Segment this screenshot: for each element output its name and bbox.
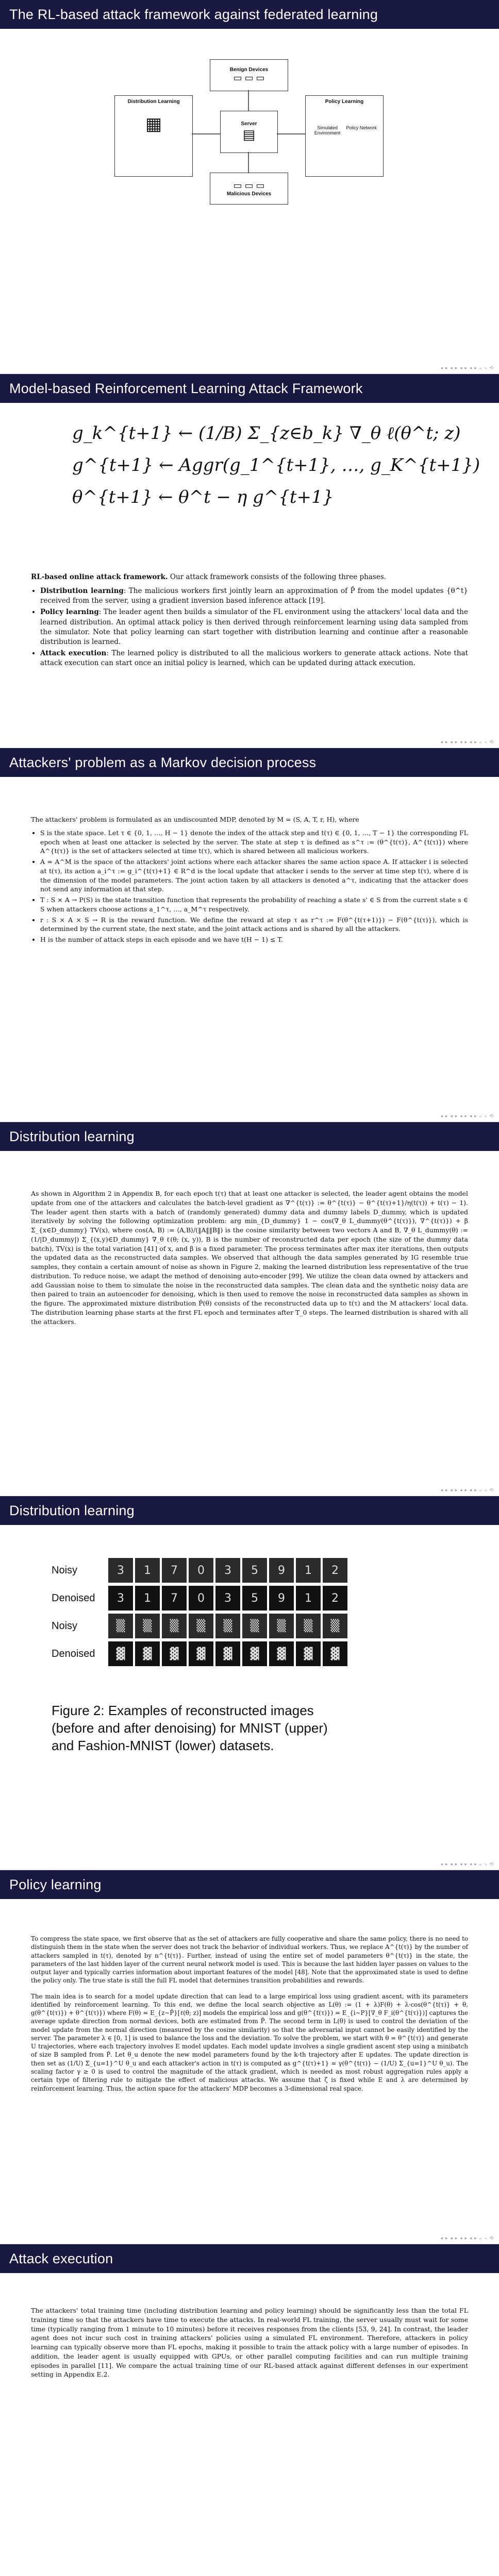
image-cell: ▓ <box>135 1641 160 1666</box>
image-cell: 7 <box>162 1558 187 1583</box>
list-item: • S is the state space. Let τ ∈ {0, 1, …, H − 1} denote the index of the attack step and t(τ) ∈ {0, 1, …, T − 1} the corresponding FL epoch when at least one attacker is selected by the server. The state at step τ is defined as s^τ := (θ^{t(τ)}, A^{t(τ)}) where A^{t(τ)} is the set of attackers selected at time t(τ), which is shared between all malicious workers. <box>40 828 468 856</box>
slide-title: Attackers' problem as a Markov decision process <box>9 754 317 770</box>
image-cell: ▒ <box>108 1614 133 1638</box>
devices-icons: ▭ ▭ ▭ <box>233 73 265 83</box>
image-cell: 9 <box>269 1558 294 1583</box>
update-equations <box>72 423 480 507</box>
list-item: • T : S × A → P(S) is the state transition function that represents the probability of reaching a state s' ∈ S from the current state s ∈ S when attackers choose actions a_1^τ, …, a_M^τ respectively. <box>40 895 468 914</box>
image-cell: 2 <box>323 1558 347 1583</box>
phase-title: Policy learning <box>40 608 99 617</box>
image-cell: ▓ <box>323 1641 347 1666</box>
body-paragraph: The attackers' total training time (including distribution learning and policy learning) should be significantly less than the total FL training time so that the attackers have time to execute the attacks. In real-world FL training, the server usually must wait for some time (typically ranging from 1 minute to 10 minutes) before it receives responses from the clients [53, 9, 24]. In contrast, the leader agent does not incur such cost in training attackers' policies using a simulated FL environment. Therefore, attackers in policy learning can typically observe more than FL epochs, making it possible to train the attack policy with a large number of episodes. In addition, the leader agent is usually equipped with GPUs, or other parallel computing facilities and can run multiple training episodes in parallel [11]. We compare the actual training time of our RL-based attack against different defenses in our experiment setting in Appendix E.2. <box>31 2307 468 2379</box>
image-cell: ▓ <box>162 1641 187 1666</box>
grid-row-denoised-mnist <box>52 1586 350 1611</box>
malicious-devices-label: Malicious Devices <box>226 191 272 197</box>
image-cell: 3 <box>108 1558 133 1583</box>
body-paragraph: As shown in Algorithm 2 in Appendix B, for each epoch t(τ) that at least one attacker is selected, the leader agent obtains the model update from one of the attackers and calculates the batch-level gradient as ∇^{t(τ)} := θ^{t(τ)} − θ^{t(τ)+1}/η(t(τ)) + t(τ) − 1). The leader agent then starts with a batch of (randomly generated) dummy data and dummy labels D_dummy, which is updated iteratively by solving the following optimization problem: arg min_{D_dummy} 1 − cos(∇_θ L_dummy(θ^{t(τ)}), ∇^{t(τ)}) + β Σ_{x∈D_dummy} TV(x), where cos(A, B) := ⟨A,B⟩/(‖A‖‖B‖) is the cosine similarity between two vectors A and B, ∇_θ L_dummy(θ) := (1/|D_dummy|) Σ_{(x,y)∈D_dummy} ∇_θ ℓ(θ; (x, y)), B is the number of reconstructed data per epoch (the size of the dummy data batch), TV(x) is the total variation [41] of x, and β is a fixed parameter. The process terminates after max iter iterations, then outputs the updated data as the reconstructed data samples. We observed that although the data samples generated by IG resemble true samples, they contain a certain amount of noise as shown in Figure 2, making the learned distribution less representative of the true distribution. To reduce noise, we adapt the method of denoising auto-encoder [99]. We utilize the clean data owned by attackers and add Gaussian noise to them to simulate the noise in the reconstructed data samples. The clean data and the synthetic noisy data are then paired to train an autoencoder for denoising, which is then used to remove the noise in reconstructed data samples as shown in the figure. The approximated mixture distribution P̂(θ) consists of the reconstructed data up to t(τ) and the M attackers' local data. The distribution learning phase starts at the first FL epoch and terminates after T_0 steps. The learned distribution is shared with all the attackers. <box>31 1190 468 1326</box>
image-cell: ▒ <box>215 1614 240 1638</box>
phase-title: Distribution learning <box>40 587 124 596</box>
slide-title: Attack execution <box>9 2250 113 2266</box>
nav-ticker[interactable]: ◂ ▸ ◂ ▸ ◂ ▸ ◂ ▸ ⤶ ⤷ ⟲ <box>440 1488 494 1493</box>
distribution-learning-label: Distribution Learning <box>127 99 180 105</box>
image-cell: 0 <box>189 1558 213 1583</box>
image-cell: 1 <box>135 1558 160 1583</box>
image-cell: 2 <box>323 1586 347 1611</box>
phase-text: : The malicious workers first jointly learn an approximation of P̂ from the model updates {θ^t} received from the server, using a gradient inversion based inference attack [19]. <box>40 587 468 605</box>
image-cell: 7 <box>162 1586 187 1611</box>
policy-learning-label: Policy Learning <box>325 99 364 105</box>
framework-diagram <box>114 59 382 214</box>
slide-title-bar <box>0 0 499 29</box>
image-cell: ▓ <box>215 1641 240 1666</box>
image-cell: ▓ <box>269 1641 294 1666</box>
equation-aggregation: g^{t+1} ← Aggr(g_1^{t+1}, …, g_K^{t+1}) <box>72 455 480 476</box>
reconstruction-grid <box>52 1558 350 1669</box>
list-item <box>40 649 468 668</box>
distribution-learning-description <box>31 1189 468 1330</box>
slide-title: The RL-based attack framework against federated learning <box>9 6 378 22</box>
equation-model-update: θ^{t+1} ← θ^t − η g^{t+1} <box>72 487 334 507</box>
slide-title: Policy learning <box>9 1876 102 1892</box>
image-cell: ▓ <box>296 1641 321 1666</box>
benign-devices-label: Benign Devices <box>229 67 269 73</box>
slide-title: Model-based Reinforcement Learning Attack Framework <box>9 380 363 396</box>
mdp-description <box>31 815 468 946</box>
slide-framework <box>0 0 499 374</box>
phase-text: : The leader agent then builds a simulator of the FL environment using the attackers' local data and the learned distribution. An optimal attack policy is then derived through reinforcement learning using data sampled from the simulator. Note that policy learning can start together with distribution learning and continue after a reasonable distribution is learned. <box>40 608 468 646</box>
simulated-environment-label: Simulated Environment <box>314 125 341 135</box>
grid-row-noisy-mnist <box>52 1558 350 1583</box>
image-cell: ▒ <box>269 1614 294 1638</box>
slide-title-bar <box>0 2244 499 2273</box>
image-cell: ▒ <box>162 1614 187 1638</box>
slide-title-bar <box>0 748 499 777</box>
row-label: Denoised <box>52 1592 95 1604</box>
image-cell: 3 <box>215 1558 240 1583</box>
server-box <box>220 111 278 153</box>
row-label: Noisy <box>52 1620 78 1632</box>
body-paragraph: To compress the state space, we first observe that as the set of attackers are fully cooperative and share the same policy, there is no need to distinguish them in the state when the server does not track the behavior of individual workers. Thus, we replace A^{t(τ)} by the number of attackers sampled in t(τ), denoted by n^{t(τ)}. Further, instead of using the entire set of model parameters θ^{t(τ)} in the state, the parameters of the last hidden layer of the current neural network model is used. This is because the last hidden layer passes on values to the output layer and typically carries information about important features of the model [48]. Note that the approximated state is used to define the policy only. The true state is still the full FL model that determines transition probabilities and rewards. <box>31 1935 468 1985</box>
malicious-devices-icons: ▭ ▭ ▭ <box>233 180 265 191</box>
nav-ticker[interactable]: ◂ ▸ ◂ ▸ ◂ ▸ ◂ ▸ ⤶ ⤷ ⟲ <box>440 2236 494 2241</box>
image-cell: ▓ <box>242 1641 267 1666</box>
grid-row-noisy-fashion <box>52 1614 350 1638</box>
distribution-learning-box <box>114 95 193 177</box>
equation-local-gradient: g_k^{t+1} ← (1/B) Σ_{z∈b_k} ∇_θ ℓ(θ^t; z) <box>72 423 461 444</box>
phase-list <box>31 586 468 668</box>
server-icon: ▤ <box>242 127 256 142</box>
slide-distribution-learning-figure <box>0 1496 499 1870</box>
intro-paragraph <box>31 572 468 582</box>
slide-mbrl <box>0 374 499 748</box>
nav-ticker[interactable]: ◂ ▸ ◂ ▸ ◂ ▸ ◂ ▸ ⤶ ⤷ ⟲ <box>440 1862 494 1867</box>
intro-text: Our attack framework consists of the following three phases. <box>168 573 387 581</box>
list-item: • H is the number of attack steps in each episode and we have t(H − 1) ≤ T. <box>40 935 468 944</box>
image-cell: 5 <box>242 1558 267 1583</box>
nav-ticker[interactable]: ◂ ▸ ◂ ▸ ◂ ▸ ◂ ▸ ⤶ ⤷ ⟲ <box>440 366 494 371</box>
distribution-learning-icon: ▦ <box>145 114 162 134</box>
image-cell: 1 <box>296 1558 321 1583</box>
image-cell: ▒ <box>242 1614 267 1638</box>
figure-caption: Figure 2: Examples of reconstructed images (before and after denoising) for MNIST (upper) and Fashion-MNIST (lower) datasets. <box>52 1703 328 1753</box>
image-cell: 9 <box>269 1586 294 1611</box>
list-item: • r : S × A × S → R is the reward function. We define the reward at step τ as r^τ := F(θ^{t(τ+1)}) − F(θ^{t(τ)}), which is determined by the current state, the next state, and the joint attack actions and is shared by all the attackers. <box>40 916 468 934</box>
slide-attack-execution <box>0 2244 499 2576</box>
slide-title: Distribution learning <box>9 1128 135 1144</box>
phase-text: : The learned policy is distributed to all the malicious workers to generate attack actions. Note that attack execution can start once an initial policy is learned, which can be updated during attack execution. <box>40 649 468 668</box>
policy-learning-description <box>31 1935 468 2097</box>
list-item <box>40 586 468 606</box>
slide-distribution-learning-text <box>0 1122 499 1496</box>
row-label: Denoised <box>52 1648 95 1659</box>
list-item <box>40 607 468 647</box>
policy-learning-box <box>305 95 384 177</box>
image-cell: ▒ <box>135 1614 160 1638</box>
image-cell: 1 <box>135 1586 160 1611</box>
slide-title-bar <box>0 374 499 403</box>
image-cell: 5 <box>242 1586 267 1611</box>
server-label: Server <box>241 121 257 127</box>
benign-devices-box <box>210 59 288 91</box>
image-cell: 0 <box>189 1586 213 1611</box>
slide-title-bar <box>0 1122 499 1151</box>
image-cell: ▓ <box>108 1641 133 1666</box>
image-cell: ▓ <box>189 1641 213 1666</box>
intro-paragraph: The attackers' problem is formulated as an undiscounted MDP, denoted by M = (S, A, T, r, H), where <box>31 816 359 823</box>
slide-title-bar <box>0 1870 499 1899</box>
nav-ticker[interactable]: ◂ ▸ ◂ ▸ ◂ ▸ ◂ ▸ ⤶ ⤷ ⟲ <box>440 740 494 745</box>
image-cell: ▒ <box>296 1614 321 1638</box>
nav-ticker[interactable]: ◂ ▸ ◂ ▸ ◂ ▸ ◂ ▸ ⤶ ⤷ ⟲ <box>440 1114 494 1119</box>
phase-title: Attack execution <box>40 649 107 658</box>
intro-bold: RL-based online attack framework. <box>31 573 168 581</box>
image-cell: 3 <box>215 1586 240 1611</box>
image-cell: 3 <box>108 1586 133 1611</box>
image-cell: 1 <box>296 1586 321 1611</box>
body-paragraph: The main idea is to search for a model update direction that can lead to a large empirical loss using gradient ascent, with its parameters identified by reinforcement learning. To this end, we define the local search objective as L(θ) := (1 + λ)F(θ) + λ·cos(θ^{t(τ)} + θ, g(θ^{t(τ)}) + θ^{t(τ)}) where F(θ) = E_{z∼P̂}[ℓ(θ; z)] models the empirical loss and g(θ^{t(τ)}) = E_{i∼P}[∇_θ F_i(θ^{t(τ)})] captures the average update direction from normal devices, both are estimated from P̂. The second term in L(θ) is used to control the deviation of the model update from the normal direction (measured by the cosine similarity) so that the adversarial input cannot be easily identified by the server. The parameter λ ∈ [0, 1] is used to balance the loss and the deviation. To solve the problem, we start with θ = θ^{t(τ)} and generate U trajectories, where each trajectory involves E model updates. Each model update involves a single gradient ascent step using a minibatch of size B sampled from P̂. Let θ_u denote the new model parameters found by the k-th trajectory after E updates. The update direction is then set as (1/U) Σ_{u=1}^U θ_u and each attacker's action in t(τ) is computed as g^{t(τ)+1} = γ(θ^{t(τ)} − (1/U) Σ_{u=1}^U θ_u). The scaling factor γ ≥ 0 is used to control the magnitude of the attack gradient, which is needed as most robust aggregation rules apply a certain type of filtering rule to mitigate the effect of malicious attacks. We assume that ζ is fixed while E and λ are determined by reinforcement learning. Thus, the action space for the attackers' MDP becomes a 3-dimensional real space. <box>31 1992 468 2092</box>
slide-mdp <box>0 748 499 1122</box>
image-cell: ▒ <box>189 1614 213 1638</box>
slide-title: Distribution learning <box>9 1502 135 1518</box>
slide-title-bar <box>0 1496 499 1525</box>
malicious-devices-box <box>210 173 288 205</box>
row-label: Noisy <box>52 1564 78 1576</box>
list-item: • A = A^M is the space of the attackers' joint actions where each attacker shares the same action space A. If attacker i is selected at t(τ), its action a_i^τ := g_i^{t(τ)+1} ∈ R^d is the local update that attacker i sends to the server at time step t(τ), where d is the dimension of the model parameters. The joint action taken by all attackers is denoted a^τ, indicating that the attacker does not send any information at that step. <box>40 857 468 894</box>
mdp-components <box>31 828 468 944</box>
policy-network-label: Policy Network <box>346 125 377 130</box>
attack-execution-description <box>31 2306 468 2383</box>
grid-row-denoised-fashion <box>52 1641 350 1666</box>
framework-description <box>31 572 468 670</box>
slide-policy-learning <box>0 1870 499 2244</box>
image-cell: ▒ <box>323 1614 347 1638</box>
